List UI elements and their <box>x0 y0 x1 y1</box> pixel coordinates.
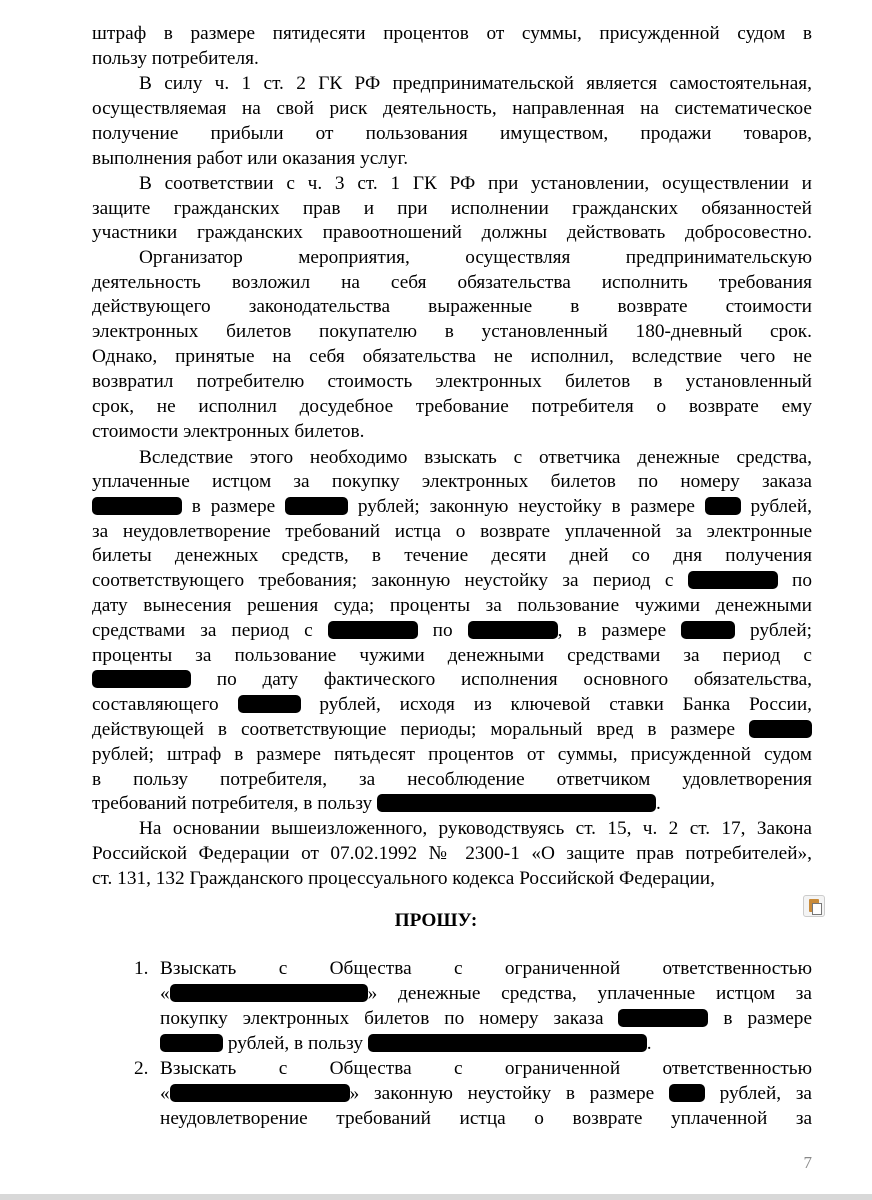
page-number: 7 <box>803 1153 812 1172</box>
page-bottom-edge <box>0 1194 872 1200</box>
text-line: « » денежные средства, уплаченные истцом за <box>160 983 812 1004</box>
text-line: в пользу потребителя, за несоблюдение ответчиком удовлетворения <box>92 769 812 790</box>
text-line: « » законную неустойку в размере рублей, за <box>160 1083 812 1104</box>
redaction-block <box>705 497 741 515</box>
text-line: Организатор мероприятия, осуществляя предпринимательскую <box>139 247 812 268</box>
text-line: осуществляемая на свой риск деятельность, направленная на систематическое <box>92 98 812 119</box>
redaction-block <box>377 794 656 812</box>
paste-options-icon[interactable] <box>803 895 825 917</box>
redaction-block <box>160 1034 223 1052</box>
redaction-block <box>170 1084 350 1102</box>
redaction-block <box>92 670 191 688</box>
text-line: деятельность возложил на себя обязательства исполнить требования <box>92 272 812 293</box>
text-line: проценты за пользование чужими денежными средствами за период с <box>92 645 812 666</box>
text-line: рублей, в пользу . <box>160 1031 812 1056</box>
text-line: стоимости электронных билетов. <box>92 421 365 442</box>
text-line: срок, не исполнил досудебное требование потребителя о возврате ему <box>92 396 812 417</box>
text-line: возвратил потребителю стоимость электронных билетов в установленный <box>92 371 812 392</box>
text-line: Однако, принятые на себя обязательства не исполнил, вследствие чего не <box>92 346 812 367</box>
text-line: уплаченные истцом за покупку электронных билетов по номеру заказа <box>92 471 812 492</box>
text-line: штраф в размере пятидесяти процентов от суммы, присужденной судом в <box>92 23 812 44</box>
text-line: действующего законодательства выраженные в возврате стоимости <box>92 296 812 317</box>
request-heading: ПРОШУ: <box>394 910 478 931</box>
text-line: действующей в соответствующие периоды; моральный вред в размере <box>92 717 812 742</box>
text-line: В силу ч. 1 ст. 2 ГК РФ предпринимательской является самостоятельная, <box>139 73 812 94</box>
text-line: пользу потребителя. <box>92 48 259 69</box>
text-line: участники гражданских правоотношений должны действовать добросовестно. <box>92 222 812 243</box>
text-line: электронных билетов покупателю в установленный 180-дневный срок. <box>92 321 812 342</box>
text-line: за неудовлетворение требований истца о возврате уплаченной за электронные <box>92 521 812 542</box>
text-line: соответствующего требования; законную неустойку за период с по <box>92 570 812 591</box>
text-line: Российской Федерации от 07.02.1992 № 2300-1 «О защите прав потребителей», <box>92 843 812 864</box>
redaction-block <box>618 1009 708 1027</box>
text-line: выполнения работ или оказания услуг. <box>92 148 409 169</box>
list-number: 2. <box>134 1058 149 1079</box>
text-line: получение прибыли от пользования имуществом, продажи товаров, <box>92 123 812 144</box>
text-line: Вследствие этого необходимо взыскать с ответчика денежные средства, <box>139 447 812 468</box>
text-line: Взыскать с Общества с ограниченной ответственностью <box>160 958 812 979</box>
text-line: На основании вышеизложенного, руководствуясь ст. 15, ч. 2 ст. 17, Закона <box>139 818 812 839</box>
text-line: средствами за период с по , в размере рублей; <box>92 620 812 641</box>
text-line: ст. 131, 132 Гражданского процессуального кодекса Российской Федерации, <box>92 868 715 889</box>
redaction-block <box>688 571 778 589</box>
redaction-block <box>749 720 812 738</box>
redaction-block <box>238 695 301 713</box>
text-line: дату вынесения решения суда; проценты за пользование чужими денежными <box>92 595 812 616</box>
redaction-block <box>681 621 735 639</box>
redaction-block <box>170 984 368 1002</box>
redaction-block <box>468 621 558 639</box>
text-line: Взыскать с Общества с ограниченной ответственностью <box>160 1058 812 1079</box>
redaction-block <box>669 1084 705 1102</box>
text-line: покупку электронных билетов по номеру заказа в размере <box>160 1008 812 1029</box>
text-line: защите гражданских прав и при исполнении гражданских обязанностей <box>92 198 812 219</box>
text-line: составляющего рублей, исходя из ключевой ставки Банка России, <box>92 694 812 715</box>
text-line: рублей; штраф в размере пятьдесят процентов от суммы, присужденной судом <box>92 744 812 765</box>
text-line: В соответствии с ч. 3 ст. 1 ГК РФ при установлении, осуществлении и <box>139 173 812 194</box>
text-line: в размере рублей; законную неустойку в размере рублей, <box>92 494 812 519</box>
text-line: неудовлетворение требований истца о возврате уплаченной за <box>160 1108 812 1129</box>
redaction-block <box>328 621 418 639</box>
redaction-block <box>92 497 182 515</box>
list-number: 1. <box>134 958 149 979</box>
text-line: по дату фактического исполнения основного обязательства, <box>92 667 812 692</box>
text-line: билеты денежных средств, в течение десяти дней со дня получения <box>92 545 812 566</box>
redaction-block <box>285 497 348 515</box>
redaction-block <box>368 1034 647 1052</box>
text-line: требований потребителя, в пользу . <box>92 793 661 814</box>
